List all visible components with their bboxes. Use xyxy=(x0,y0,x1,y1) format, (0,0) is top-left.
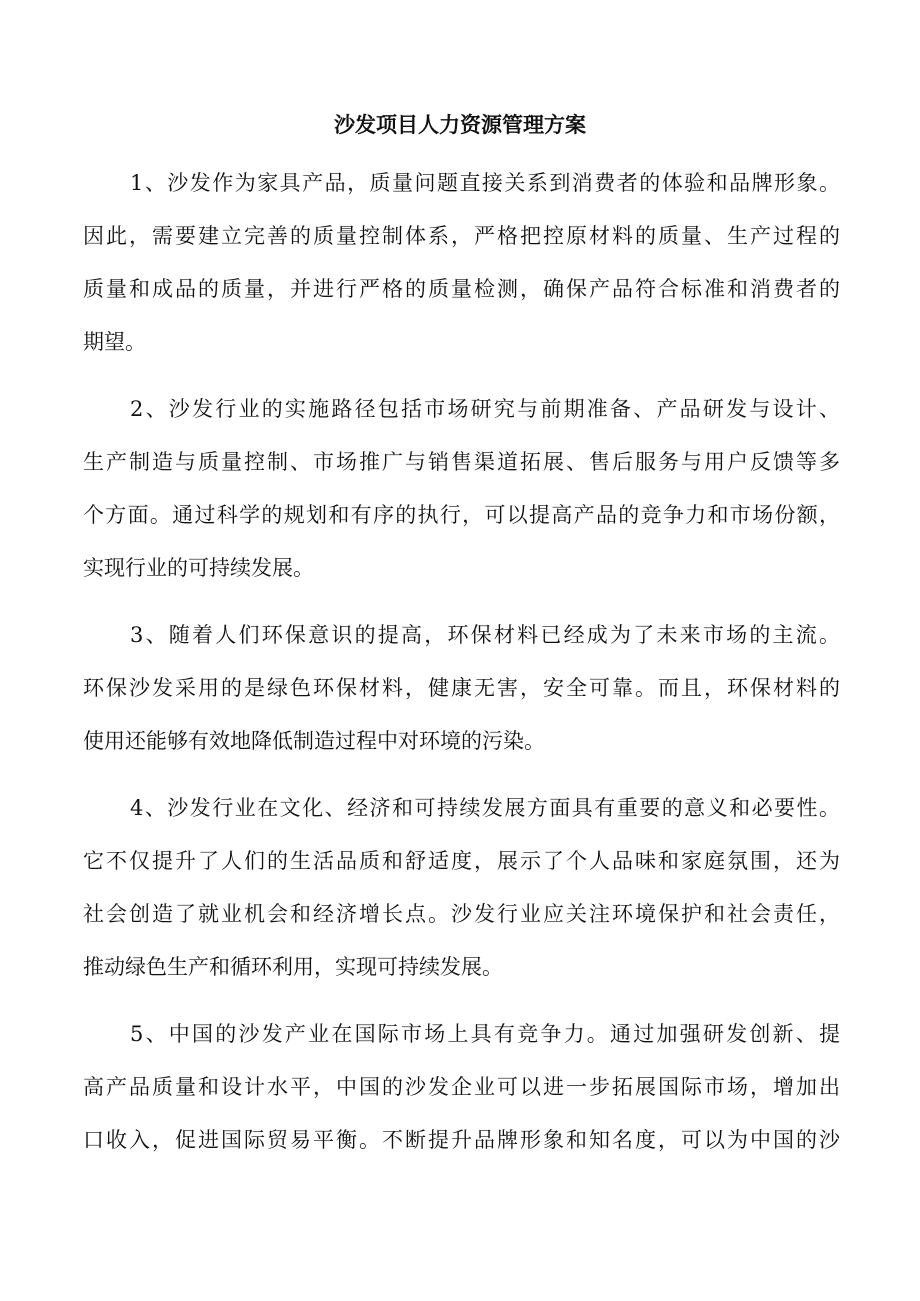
text-line: 因此，需要建立完善的质量控制体系，严格把控原材料的质量、生产过程的 xyxy=(83,224,840,248)
text-line: 生产制造与质量控制、市场推广与销售渠道拓展、售后服务与用户反馈等多 xyxy=(83,450,840,474)
text-line: 社会创造了就业机会和经济增长点。沙发行业应关注环境保护和社会责任， xyxy=(83,902,840,926)
text-line: 实现行业的可持续发展。 xyxy=(83,556,314,580)
text-line: 推动绿色生产和循环利用，实现可持续发展。 xyxy=(83,955,503,979)
document-title: 沙发项目人力资源管理方案 xyxy=(334,112,586,137)
text-line: 它不仅提升了人们的生活品质和舒适度，展示了个人品味和家庭氛围，还为 xyxy=(83,849,840,873)
text-line: 4、沙发行业在文化、经济和可持续发展方面具有重要的意义和必要性。 xyxy=(130,796,840,820)
text-line: 高产品质量和设计水平，中国的沙发企业可以进一步拓展国际市场，增加出 xyxy=(83,1075,840,1099)
paragraph-5 xyxy=(83,1008,840,1167)
text-line: 2、沙发行业的实施路径包括市场研究与前期准备、产品研发与设计、 xyxy=(130,397,840,421)
text-line: 环保沙发采用的是绿色环保材料，健康无害，安全可靠。而且，环保材料的 xyxy=(83,676,840,700)
paragraph-2 xyxy=(83,383,840,595)
text-line: 3、随着人们环保意识的提高，环保材料已经成为了未来市场的主流。 xyxy=(130,623,840,647)
text-line: 期望。 xyxy=(83,330,146,354)
document-body xyxy=(83,157,840,1181)
text-line: 5、中国的沙发产业在国际市场上具有竞争力。通过加强研发创新、提 xyxy=(130,1022,840,1046)
text-line: 质量和成品的质量，并进行严格的质量检测，确保产品符合标准和消费者的 xyxy=(83,277,840,301)
text-line: 1、沙发作为家具产品，质量问题直接关系到消费者的体验和品牌形象。 xyxy=(130,171,840,195)
text-line: 个方面。通过科学的规划和有序的执行，可以提高产品的竞争力和市场份额， xyxy=(83,503,840,527)
text-line: 口收入，促进国际贸易平衡。不断提升品牌形象和知名度，可以为中国的沙 xyxy=(83,1128,840,1152)
paragraph-1 xyxy=(83,157,840,369)
paragraph-4 xyxy=(83,782,840,994)
paragraph-3 xyxy=(83,609,840,768)
text-line: 使用还能够有效地降低制造过程中对环境的污染。 xyxy=(83,729,545,753)
